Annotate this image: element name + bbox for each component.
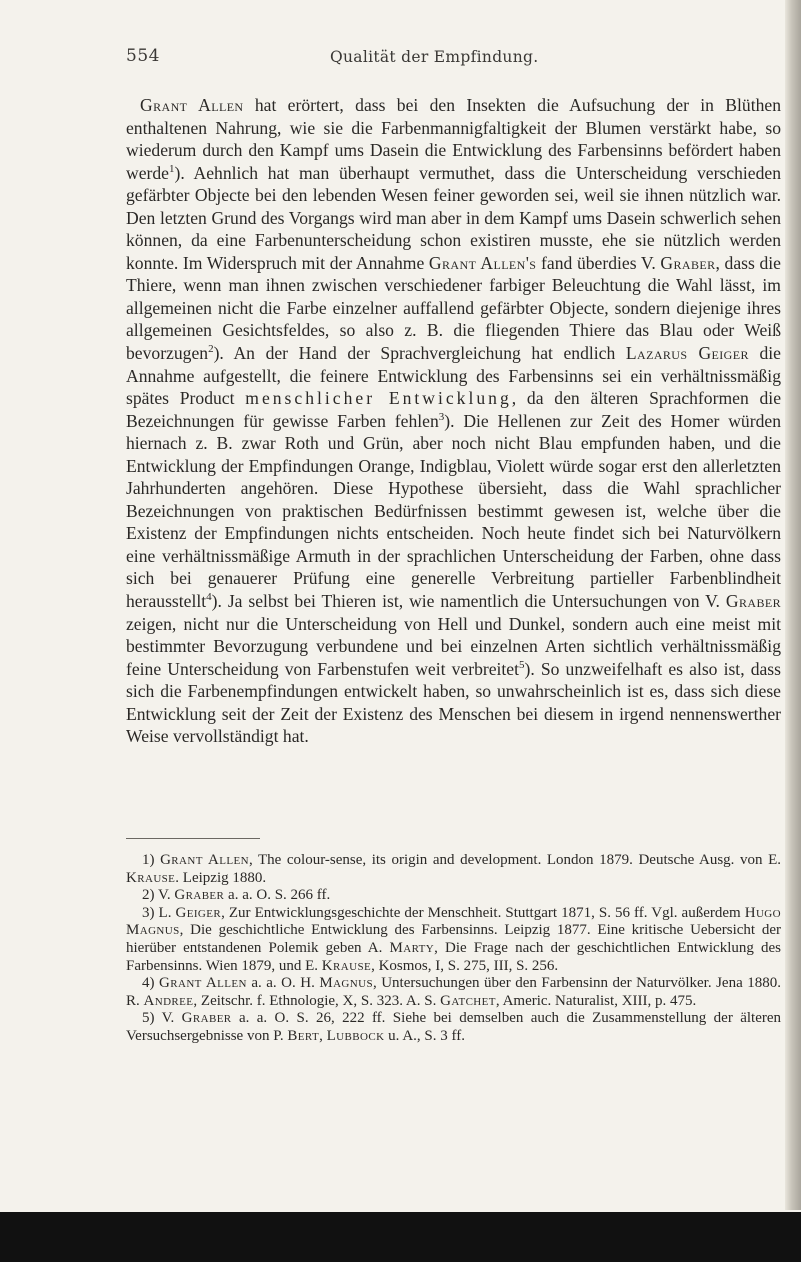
- text-run: 5) V.: [142, 1010, 182, 1027]
- footnote-ref: 1: [168, 162, 175, 175]
- text-run: a. a. O. S. 266 ff.: [224, 887, 331, 904]
- text-run: ). So unzweifelhaft es also ist, dass sich die Farbenempfindungen entwickelt haben, so unwahrscheinlich ist es, dass sich diese Entwicklung seit der Zeit der Existenz des Menschen bei diesem in irgend nennenswerther Weise vervollständigt hat.: [126, 658, 781, 747]
- text-run: 3) L.: [142, 904, 176, 921]
- text-run: 2) V.: [142, 887, 175, 904]
- footnote-ref: 3: [438, 410, 445, 423]
- author-name: Graber: [660, 252, 716, 273]
- text-run: , Americ. Naturalist, XIII, p. 475.: [495, 992, 697, 1009]
- text-run: . Leipzig 1880.: [175, 869, 267, 886]
- emphasized-text: menschlicher Entwicklung: [245, 388, 512, 409]
- footnote-2: [126, 887, 781, 905]
- text-run: a. a. O. H.: [246, 975, 320, 992]
- author-name: Bert: [287, 1027, 320, 1044]
- author-name: Grant Allen: [159, 975, 247, 992]
- author-name: Krause: [321, 957, 372, 974]
- main-paragraph: [126, 94, 781, 748]
- author-name: Grant Allen: [140, 95, 244, 115]
- author-name: Magnus: [319, 975, 373, 992]
- text-run: zeigen, nicht nur die Unterscheidung von Hell und Dunkel, sondern auch eine meist mit bestimmter Bevorzugung verbundene und bei einzelnen Arten sichtlich verhältnissmäßig feine Unterscheidung von Farbenstufen weit verbreitet: [126, 613, 781, 679]
- paragraph: [126, 94, 781, 748]
- author-name: Hugo Magnus: [126, 904, 781, 939]
- author-name: Grant Allen's: [428, 252, 537, 273]
- text-run: ). Aehnlich hat man überhaupt vermuthet, dass die Unterscheidung verschieden gefärbter Objecte bei den lebenden Wesen feiner geworden sei, weil sie ihnen nützlich war. Den letzten Grund des Vorgangs wird man aber in dem Kampf ums Dasein schwerlich sehen können, da eine Farbenunterscheidung schon existiren musste, ehe sie nützlich werden konnte. Im Widerspruch mit der Annahme: [126, 162, 781, 273]
- page-edge-shadow: [785, 0, 801, 1210]
- page-header: [0, 46, 801, 74]
- footnote-5: [126, 1010, 781, 1045]
- author-name: Graber: [181, 1010, 232, 1027]
- footnote-ref: 5: [519, 658, 525, 671]
- page-number: 554: [126, 46, 160, 66]
- text-run: 4): [142, 975, 160, 992]
- author-name: Graber: [725, 591, 781, 612]
- author-name: Geiger: [175, 904, 222, 921]
- text-run: , Die Frage nach der geschichtlichen Entwicklung des Farbensinns. Wien 1879, und E.: [126, 939, 781, 974]
- text-run: ,: [319, 1027, 327, 1044]
- text-run: 1): [142, 852, 161, 868]
- footnotes: [126, 852, 781, 1046]
- text-run: , Kosmos, I, S. 275, III, S. 256.: [371, 957, 559, 974]
- author-name: Lazarus Geiger: [625, 343, 749, 364]
- footnote-3: [126, 905, 781, 975]
- footnote-divider: [126, 838, 260, 839]
- running-head: Qualität der Empfindung.: [330, 48, 539, 66]
- text-run: ). Ja selbst bei Thieren ist, wie namentlich die Untersuchungen von V.: [211, 591, 726, 612]
- text-run: a. a. O. S. 26, 222 ff. Siehe bei demselben auch die Zusammenstellung der älteren Versuchsergebnisse von P.: [126, 1010, 782, 1044]
- footnote-1: [126, 852, 781, 887]
- footnote-ref: 4: [206, 591, 212, 604]
- text-run: , Zeitschr. f. Ethnologie, X, S. 323. A. S.: [193, 992, 441, 1009]
- text-run: , da den älteren Sprachformen die Bezeichnungen für gewisse Farben fehlen: [126, 388, 781, 431]
- text-run: , Untersuchungen über den Farbensinn der Naturvölker. Jena 1880. R.: [126, 975, 781, 1009]
- text-run: u. A., S. 3 ff.: [384, 1027, 465, 1044]
- footnote-4: [126, 975, 781, 1010]
- scan-bottom-border: [0, 1212, 801, 1262]
- text-run: ). Die Hellenen zur Zeit des Homer würden hiernach z. B. zwar Roth und Grün, aber noch nicht Blau empfunden haben, und die Entwicklung der Empfindungen Orange, Indigblau, Violett würde sogar erst den allerletzten Jahrhunderten angehören. Diese Hypothese übersieht, dass die Wahl sprachlicher Bezeichnungen von praktischen Bedürfnissen bestimmt gewesen ist, welche über die Existenz der Empfindungen nichts entscheiden. Noch heute findet sich bei Naturvölkern eine verhältnissmäßige Armuth in der sprachlichen Unterscheidung der Farben, ohne dass sich bei genauerer Prüfung eine generelle Verbreitung partieller Farbenblindheit herausstellt: [126, 410, 781, 612]
- text-run: , The colour-sense, its origin and development. London 1879. Deutsche Ausg. von E.: [248, 852, 781, 868]
- text-run: , Zur Entwicklungsgeschichte der Menschheit. Stuttgart 1871, S. 56 ff. Vgl. außerdem: [221, 904, 745, 921]
- author-name: Krause: [126, 869, 176, 886]
- author-name: Gatchet: [440, 992, 496, 1009]
- text-run: , dass die Thiere, wenn man ihnen zwischen verschiedener farbiger Beleuchtung die Wahl lässt, im allgemeinen nicht die Farbe einzelner auffallend gefärbter Objecte, sondern diejenige ihres allgemeinen Gesichtsfeldes, so also z. B. die fliegenden Thiere das Blau oder Weiß bevorzugen: [126, 252, 781, 364]
- text-run: fand überdies V.: [536, 252, 661, 273]
- text-run: die Annahme aufgestellt, die feinere Entwicklung des Farbensinns sei ein verhältnissmäßig spätes Product: [126, 343, 781, 409]
- author-name: Andree: [143, 992, 194, 1009]
- author-name: Grant Allen: [160, 852, 249, 868]
- text-run: , Die geschichtliche Entwicklung des Farbensinns. Leipzig 1877. Eine kritische Uebersicht der hierüber entstandenen Polemik geben A.: [126, 922, 781, 956]
- author-name: Graber: [174, 887, 225, 904]
- text-run: hat erörtert, dass bei den Insekten die Aufsuchung der in Blüthen enthaltenen Nahrung, wie sie die Farbenmannigfaltigkeit der Blumen verstärkt habe, so wiederum durch den Kampf ums Dasein die Entwicklung des Farbensinns befördert haben werde: [126, 95, 781, 183]
- text-run: ). An der Hand der Sprachvergleichung hat endlich: [213, 343, 626, 364]
- author-name: Marty: [389, 939, 435, 956]
- footnote-ref: 2: [208, 343, 214, 356]
- author-name: Lubbock: [326, 1027, 385, 1044]
